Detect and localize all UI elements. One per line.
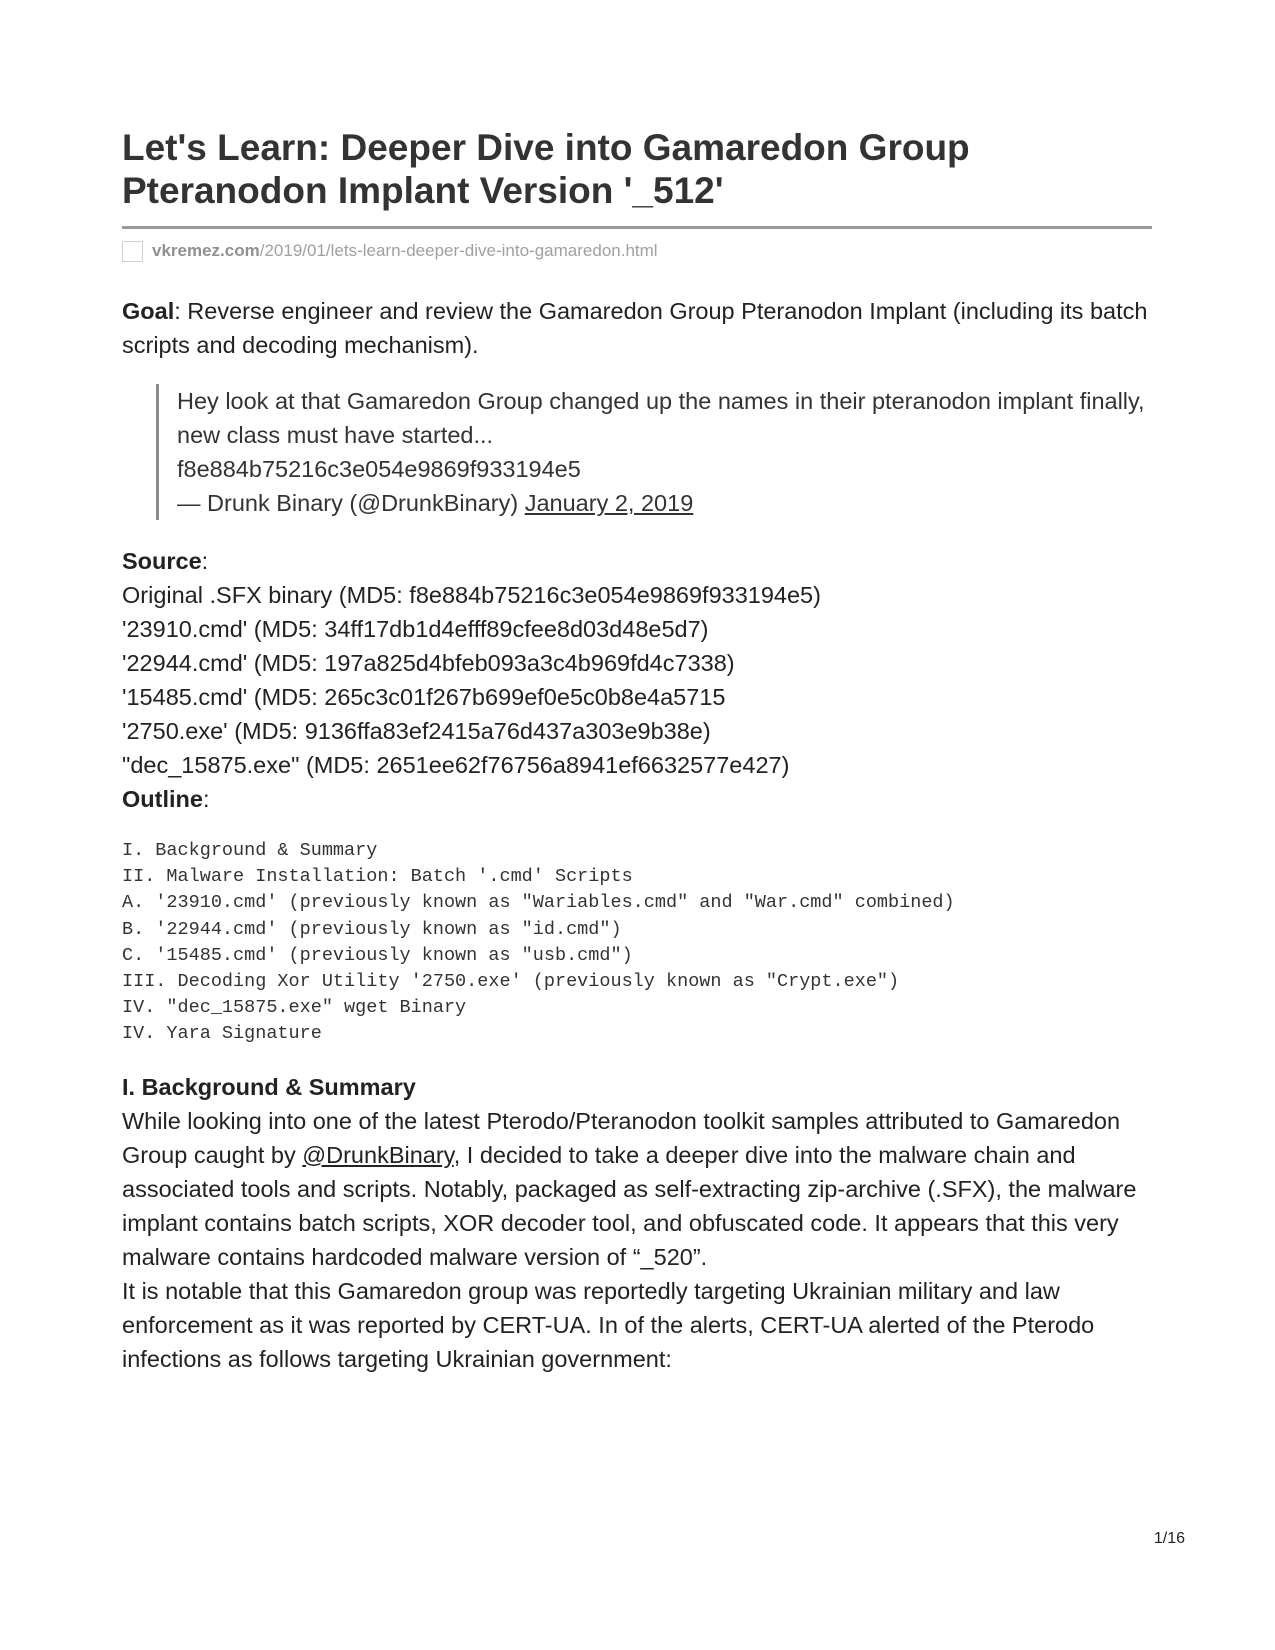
source-line-4: '15485.cmd' (MD5: 265c3c01f267b699ef0e5c0b8e4a5715 — [122, 684, 726, 710]
outline-line: A. '23910.cmd' (previously known as "Wariables.cmd" and "War.cmd" combined) — [122, 892, 955, 914]
goal-paragraph — [122, 294, 1152, 362]
tweet-blockquote — [156, 384, 1152, 520]
source-label: Source — [122, 548, 202, 574]
outline-line: IV. "dec_15875.exe" wget Binary — [122, 997, 467, 1019]
background-p1-text: While looking into one of the latest Pterodo/Pteranodon toolkit samples attributed to Gamaredon Group caught by — [122, 1107, 1121, 1168]
article-title: Let's Learn: Deeper Dive into Gamaredon Group Pteranodon Implant Version '_512' — [122, 127, 970, 211]
quote-text: Hey look at that Gamaredon Group changed up the names in their pteranodon implant finally, new class must have started... — [177, 388, 1145, 448]
outline-line: IV. Yara Signature — [122, 1023, 322, 1045]
background-p1-text-cont: , I decided to take a deeper dive into the malware chain and associated tools and scripts. Notably, packaged as self-extracting zip-archive (.SFX), the malware implant contains batch scripts, XOR decoder tool, and obfuscated code. It appears that this very malware contains hardcoded malware version of “_520”. — [122, 1141, 1137, 1270]
source-line-2: '23910.cmd' (MD5: 34ff17db1d4efff89cfee8d03d48e5d7) — [122, 616, 709, 642]
background-paragraph-2: It is notable that this Gamaredon group was reportedly targeting Ukrainian military and law enforcement as it was reported by CERT-UA. In of the alerts, CERT-UA alerted of the Pterodo infections as follows targeting Ukrainian government: — [122, 1277, 1095, 1372]
outline-code-block — [122, 838, 1152, 1048]
document-page — [122, 126, 1152, 1376]
source-url-line[interactable] — [122, 238, 1152, 264]
goal-label: Goal — [122, 298, 175, 324]
outline-label: Outline — [122, 786, 203, 812]
quote-attribution: — Drunk Binary (@DrunkBinary) — [177, 490, 525, 516]
outline-line: III. Decoding Xor Utility '2750.exe' (previously known as "Crypt.exe") — [122, 971, 900, 993]
source-line-6: "dec_15875.exe" (MD5: 2651ee62f76756a8941ef6632577e427) — [122, 752, 790, 778]
drunkbinary-link[interactable]: @DrunkBinary — [302, 1141, 454, 1168]
source-path[interactable]: /2019/01/lets-learn-deeper-dive-into-gamaredon.html — [259, 241, 658, 260]
goal-text: : Reverse engineer and review the Gamaredon Group Pteranodon Implant (including its batch scripts and decoding mechanism). — [122, 298, 1148, 358]
source-line-1: Original .SFX binary (MD5: f8e884b75216c3e054e9869f933194e5) — [122, 582, 821, 608]
source-heading: Source: — [122, 548, 209, 574]
quote-attribution-line — [177, 486, 1152, 520]
background-paragraph-1 — [122, 1104, 1152, 1274]
quote-hash: f8e884b75216c3e054e9869f933194e5 — [177, 456, 581, 482]
source-line-3: '22944.cmd' (MD5: 197a825d4bfeb093a3c4b969fd4c7338) — [122, 650, 735, 676]
quote-date-link[interactable]: January 2, 2019 — [524, 490, 694, 516]
outline-line: II. Malware Installation: Batch '.cmd' Scripts — [122, 866, 633, 888]
background-heading: I. Background & Summary — [122, 1073, 416, 1100]
outline-heading: Outline: — [122, 786, 210, 812]
favicon-icon — [122, 241, 143, 262]
source-domain[interactable]: vkremez.com — [152, 241, 260, 260]
outline-line: C. '15485.cmd' (previously known as "usb.cmd") — [122, 944, 633, 966]
title-divider — [122, 226, 1152, 229]
outline-line: B. '22944.cmd' (previously known as "id.cmd") — [122, 918, 622, 940]
page-number: 1/16 — [1153, 1530, 1185, 1547]
outline-line: I. Background & Summary — [122, 840, 378, 861]
source-line-5: '2750.exe' (MD5: 9136ffa83ef2415a76d437a303e9b38e) — [122, 718, 711, 744]
